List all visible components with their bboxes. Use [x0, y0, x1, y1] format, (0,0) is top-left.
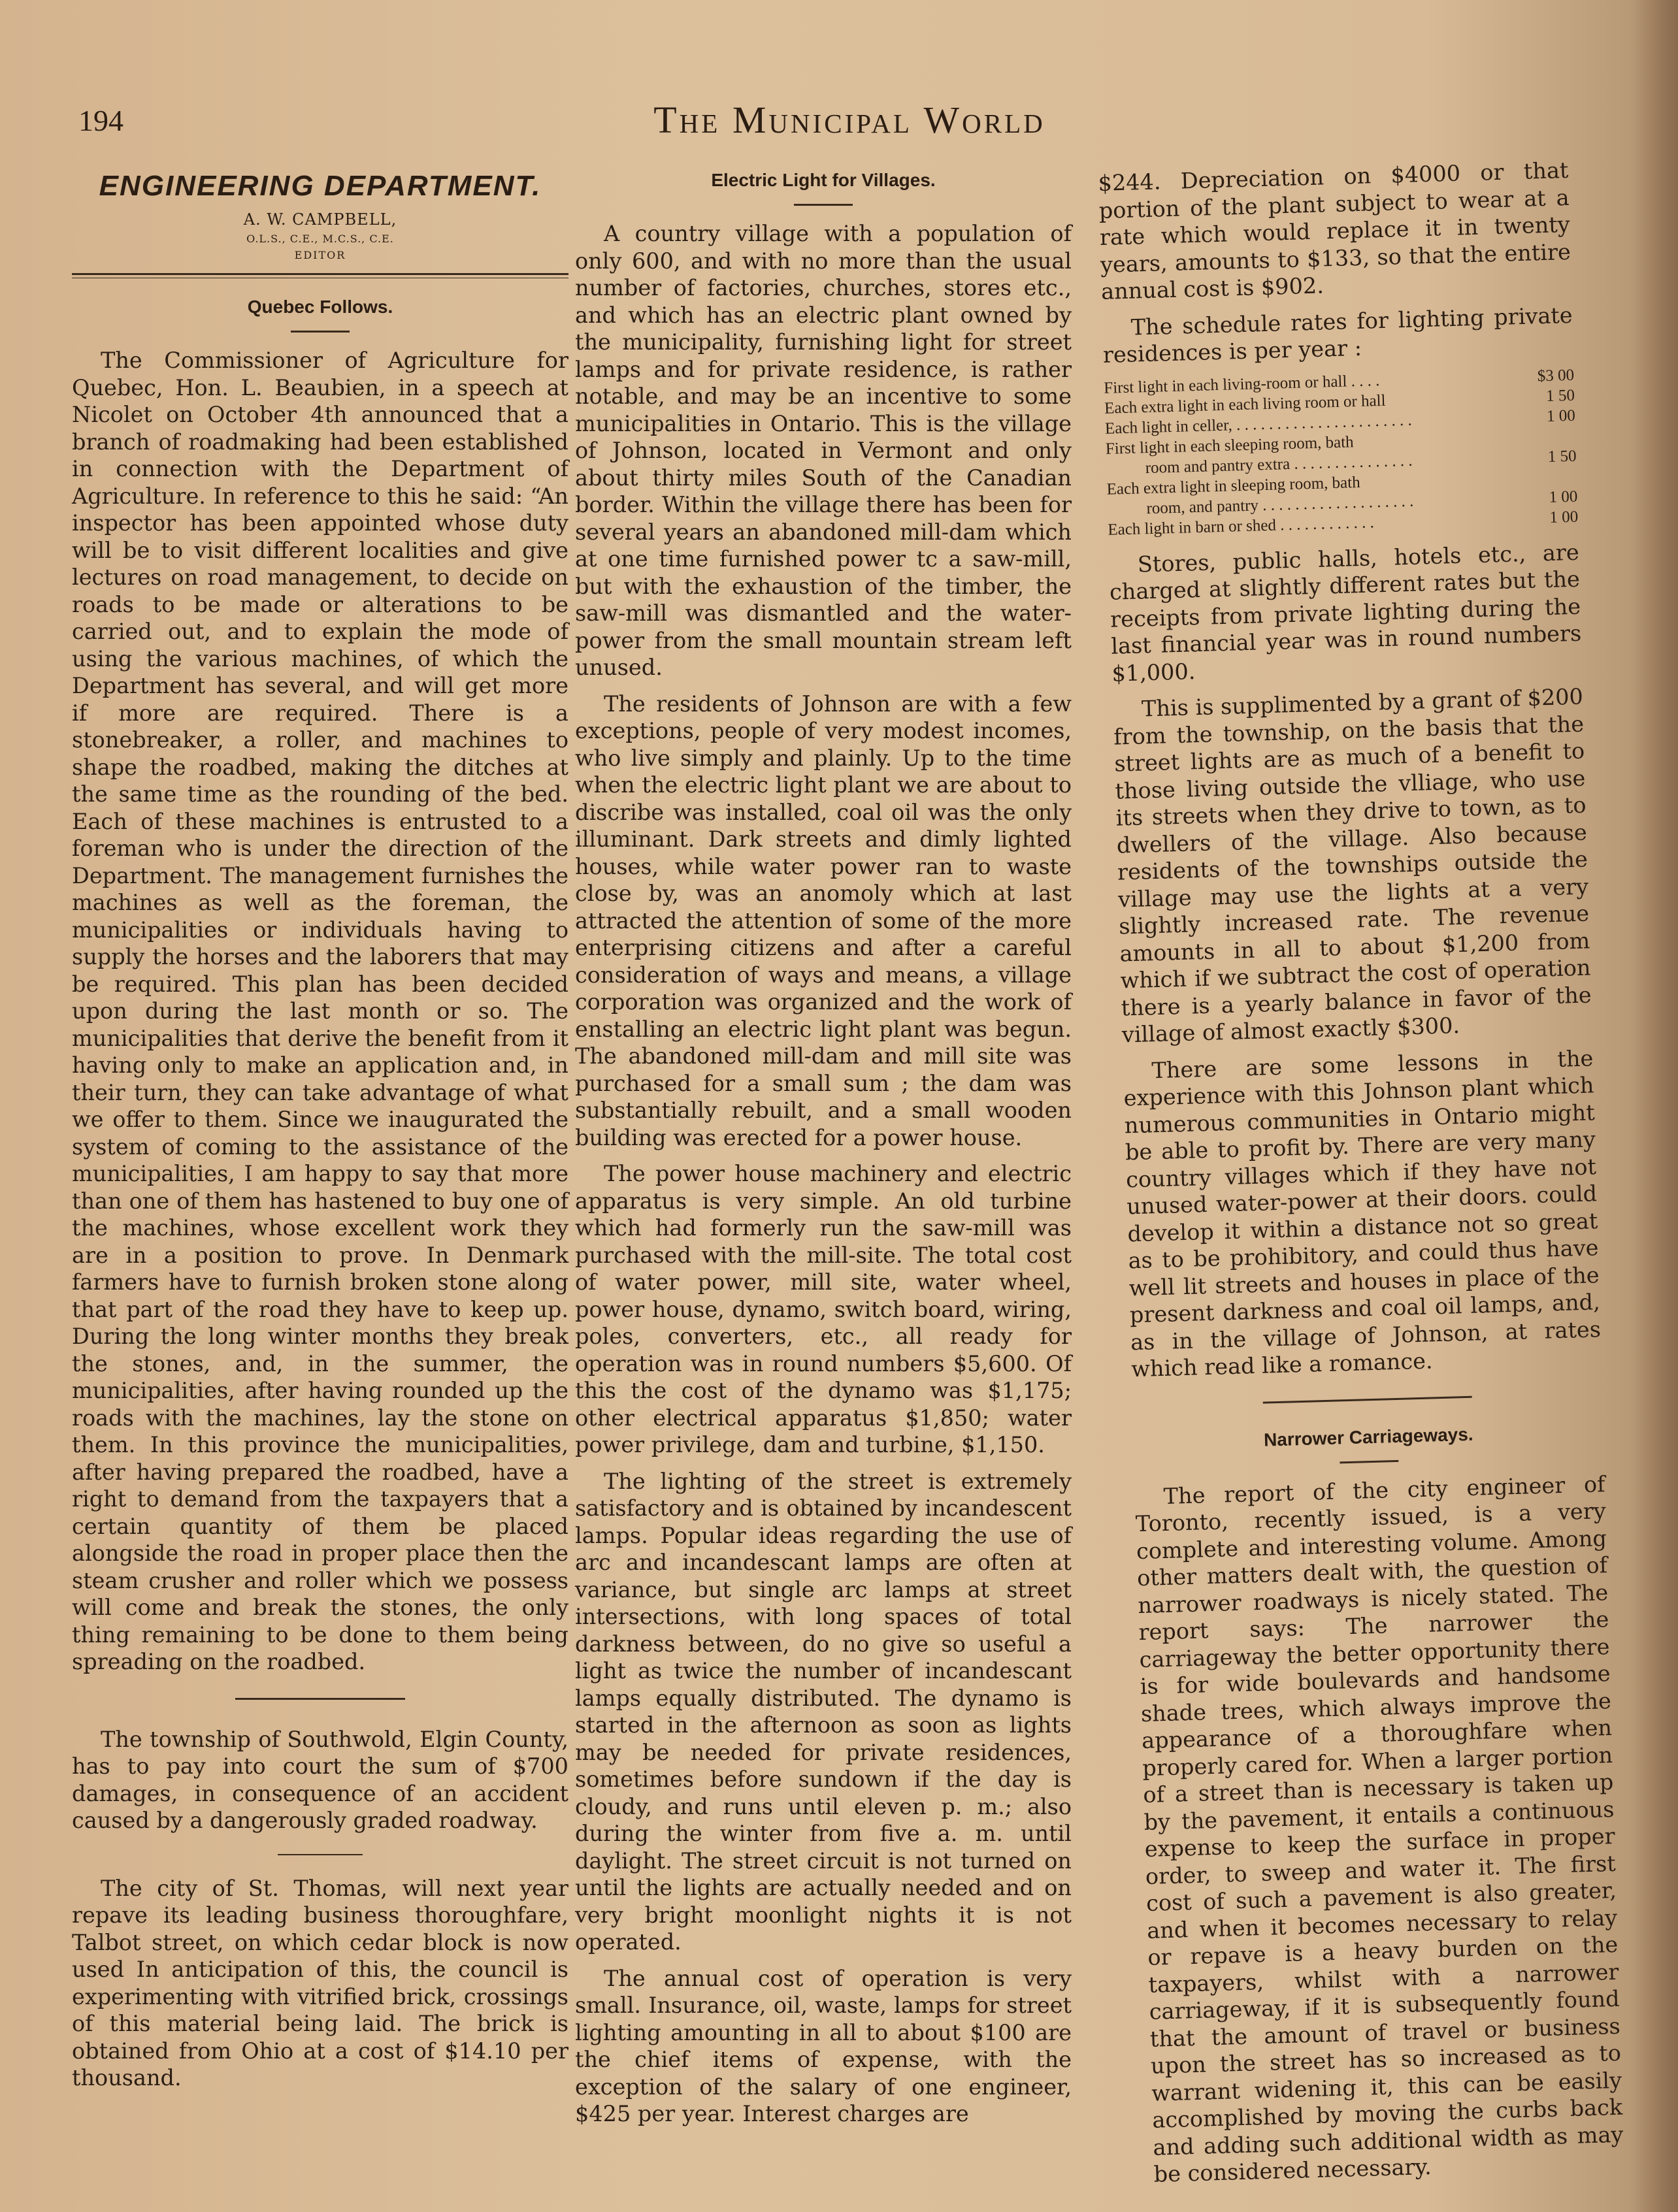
page-header [0, 98, 1678, 150]
rate-amount [1517, 440, 1576, 442]
page-number: 194 [78, 104, 123, 137]
article-paragraph: The lighting of the street is extremely satisfactory and is obtained by incandescent lamps. Popular ideas regarding the use of arc and incandescant lamps are often at variance, but single arc lamps at street intersections, with long spaces of total darkness between, do no give so useful a light as twice the number of incandescant lamps equally distributed. The dynamo is started in the afternoon as soon as lights may be needed for private residences, sometimes before sundown if the day is cloudy, and runs until eleven p. m.; also during the winter from five a. m. until daylight. The street circuit is not turned on until the lights are actually needed and on very bright moonlight nights it is not operated. [575, 1468, 1072, 1955]
editor-role: EDITOR [294, 249, 346, 261]
department-title: ENGINEERING DEPARTMENT. [99, 170, 542, 202]
editor-name: A. W. CAMPBELL, [243, 210, 397, 229]
rate-amount: 1 00 [1546, 406, 1576, 425]
rate-label: First light in each living-room or hall . . . . [1103, 371, 1380, 397]
article-paragraph: $244. Depreciation on $4000 or that portion of the plant subject to wear at a rate which would replace it in twenty years, amounts to $133, so that the entire annual cost is $902. [1098, 157, 1571, 304]
rate-label: Each extra light in each living room or hall [1104, 391, 1386, 417]
article-paragraph: The Commissioner of Agriculture for Quebec, Hon. L. Beaubien, in a speech at Nicolet on October 4th announced that a branch of roadmaking had been established in connection with the Department of Agriculture. In reference to this he said: “An inspector has been appointed whose duty will be to visit different localities and give lectures on road management, to decide on roads to be made or alterations to be carried out, and to explain the mode of using the various machines, of which the Department has several, and will get more if more are required. There is a stonebreaker, a roller, and machines to shape the roadbed, making the ditches at the same time as the rounding of the bed. Each of these machines is entrusted to a foreman who is under the direction of the Department. The management furnishes the machines as well as the foreman, the municipalities or individuals having to supply the horses and the laborers that may be required. This plan has been decided upon during the last month or so. The municipalities that derive the benefit from it having only to make an application and, in their turn, they can take advantage of what we offer to them. Since we inaugurated the system of coming to the assistance of the municipalities, I am happy to say that more than one of them has hastened to buy one of the machines, whose excellent work they are in a position to prove. In Denmark farmers have to furnish broken stone along that part of the road they have to keep up. During the long winter months they break the stones, and, in the summer, the municipalities, after having rounded up the roads with the machines, lay the stone on them. In this province the municipalities, after having prepared the roadbed, have a right to demand from the taxpayers that a certain quantity of them be placed alongside the road in proper place then the steam crusher and roller which we possess will come and break the stones, the only thing remaining to be done to them being spreading on the roadbed. [72, 348, 568, 1674]
rate-amount: $3 00 [1537, 366, 1575, 385]
rate-amount: 1 50 [1545, 386, 1575, 405]
article-paragraph: The report of the city engineer of Toronto, recently issued, is a very complete and interesting volume. Among other matters dealt with, the question of narrower roadways is nicely stated. The report says: The narrower the carriageway the better opportunity there is for wide boulevards and handsome shade trees, which always improve the appearance of a thoroughfare when properly cared for. When a larger portion of a street than is necessary is taken up by the pavement, it entails a continuous expense to keep the surface in proper order, to sweep and water it. The first cost of such a pavement is also greater, and when it becomes necessary to relay or repave is a heavy burden on the taxpayers, whilst with a narrower carriageway, if it is subsequently found that the amount of travel or business upon the street has so increased as to warrant widening it, this can be easily accomplished by moving the curbs back and adding such additional width as may be considered necessary. [1135, 1471, 1624, 2187]
article-paragraph: A country village with a population of only 600, and with no more than the usual number of factories, churches, stores etc., and which has an electric plant owned by the municipality, furnishing light for street lamps and for private residence, is rather notable, and may be an incentive to some municipalities in Ontario. This is the village of Johnson, located in Vermont and only about thirty miles South of the Canadian border. Within the village there has been for several years an abandoned mill-dam which at one time furnished power tc a saw-mill, but with the exhaustion of the timber, the saw-mill was dismantled and the water-power from the small mountain stream left unused. [575, 221, 1072, 680]
rate-schedule [1104, 365, 1579, 540]
rate-amount [1519, 481, 1577, 483]
section-divider [72, 273, 568, 278]
heading-rule [1340, 1459, 1398, 1463]
rate-label: room and pantry extra . . . . . . . . . . . . . . . [1145, 451, 1413, 477]
article-divider [278, 1854, 363, 1855]
article-paragraph: The power house machinery and electric apparatus is very simple. An old turbine which had formerly run the saw-mill was purchased with the mill-site. The total cost of water power, mill site, water wheel, power house, dynamo, switch board, wiring, poles, converters, etc., all ready for operation was in round numbers $5,600. Of this the cost of the dynamo was $1,175; other electrical apparatus $1,850; water power privilege, dam and turbine, $1,150. [575, 1161, 1072, 1457]
article-heading-electric-light: Electric Light for Villages. [711, 170, 936, 190]
rate-amount: 1 00 [1549, 508, 1579, 527]
article-paragraph: The annual cost of operation is very small. Insurance, oil, waste, lamps for street lighting amounting in all to about $100 are the chief items of expense, with the exception of the salary of one engineer, $425 per year. Interest charges are [575, 1965, 1072, 2126]
article-paragraph: There are some lessons in the experience with this Johnson plant which numerous communities in Ontario might be able to profit by. There are very many country villages which if they have not unused water-power at their doors. could develop it within a distance not so great as to be prohibitory, and could thus have well lit streets and houses in place of the present darkness and coal oil lamps, and, as in the village of Johnson, at rates which read like a romance. [1123, 1045, 1602, 1382]
article-paragraph: Stores, public halls, hotels etc., are charged at slightly different rates but the receipts from private lighting during the last financial year was in round numbers $1,000. [1109, 539, 1582, 687]
news-item-st-thomas: The city of St. Thomas, will next year repave its leading business thoroughfare, Talbot street, on which cedar block is now used In anticipation of this, the council is experimenting with vitrified brick, crossings of this material being laid. The brick is obtained from Ohio at a cost of $14.10 per thousand. [72, 1875, 568, 2090]
article-paragraph: The residents of Johnson are with a few exceptions, people of very modest incomes, who live simply and plainly. Up to the time when the electric light plant we are about to discribe was installed, coal oil was the only illuminant. Dark streets and dimly lighted houses, while water power ran to waste close by, was an anomoly which at last attracted the attention of some of the more enterprising citizens and after a careful consideration of ways and means, a village corporation was organized and the work of enstalling an electric light plant was begun. The abandoned mill-dam and mill site was purchased for a small sum ; the dam was substantially rebuilt, and a small wooden building was erected for a power house. [575, 691, 1072, 1150]
article-divider [1263, 1395, 1472, 1403]
rate-label: Each light in celler, . . . . . . . . . . . . . . . . . . . . . . [1104, 411, 1413, 438]
column-middle [575, 170, 1072, 2137]
editor-credentials: O.L.S., C.E., M.C.S., C.E. [246, 233, 394, 245]
heading-rule [291, 331, 350, 333]
article-paragraph: This is supplimented by a grant of $200 from the township, on the basis that the street lights are as much of a benefit to those living outside the vlliage, who use its streets when they drive to town, as to dwellers of the village. Also because residents of the townships outside the village may use the lights at a very slightly increased rate. The revenue amounts in all to about $1,200 from which if we subtract the cost of operation there is a yearly balance in favor of the village of almost exactly $300. [1113, 683, 1592, 1048]
article-divider [235, 1698, 405, 1700]
heading-rule [794, 204, 853, 206]
rate-amount: 1 50 [1547, 447, 1577, 466]
rate-label: Each light in barn or shed . . . . . . . . . . . . [1108, 513, 1375, 539]
journal-title: The Municipal World [653, 99, 1045, 141]
rate-label: First light in each sleeping room, bath [1105, 432, 1354, 458]
rate-label: Each extra light in sleeping room, bath [1106, 473, 1360, 498]
page-gutter-shadow [1632, 0, 1678, 2212]
article-heading-quebec: Quebec Follows. [247, 297, 393, 317]
column-right-body [1098, 157, 1624, 2188]
news-item-southwold: The township of Southwold, Elgin County, has to pay into court the sum of $700 damages, in consequence of an accident caused by a dangerously graded roadway. [72, 1726, 568, 1833]
rate-label: room, and pantry . . . . . . . . . . . . . . . . . . . [1146, 492, 1414, 517]
rate-amount: 1 00 [1549, 487, 1578, 506]
article-heading-narrower-carriageways: Narrower Carriageways. [1263, 1423, 1473, 1450]
column-right [1098, 157, 1624, 2198]
column-left [72, 170, 568, 2101]
article-paragraph: The schedule rates for lighting private residences is per year : [1102, 302, 1573, 368]
